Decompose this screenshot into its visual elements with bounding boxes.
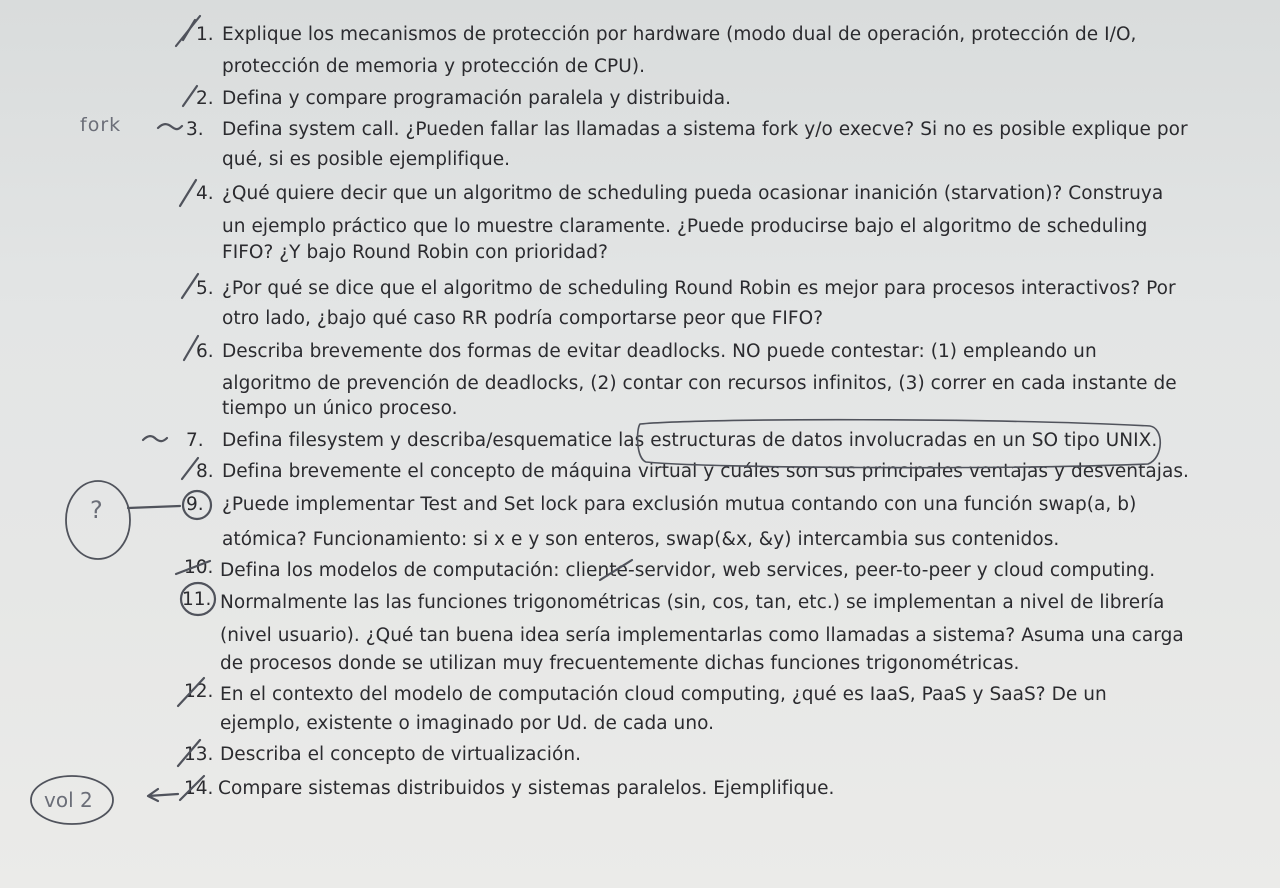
question-text: Describa el concepto de virtualización. [220, 744, 582, 765]
question-number: 8. [196, 461, 214, 482]
handwritten-note-question-mark: ? [90, 496, 103, 524]
question-number: 10. [184, 557, 214, 578]
question-text: protección de memoria y protección de CPU). [222, 56, 646, 77]
question-text: Defina filesystem y describa/esquematice las estructuras de datos involucradas en un SO tipo UNIX. [222, 430, 1158, 451]
question-text: ¿Puede implementar Test and Set lock para exclusión mutua contando con una función swap(a, b) [222, 494, 1137, 515]
question-text: de procesos donde se utilizan muy frecuentemente dichas funciones trigonométricas. [220, 653, 1020, 674]
question-text: qué, si es posible ejemplifique. [222, 149, 511, 170]
question-text: Defina system call. ¿Pueden fallar las llamadas a sistema fork y/o execve? Si no es posible explique por [222, 119, 1188, 140]
question-text: Defina los modelos de computación: cliente-servidor, web services, peer-to-peer y cloud computing. [220, 560, 1156, 581]
handwritten-note-fork: fork [80, 114, 122, 136]
question-number: 6. [196, 341, 214, 362]
question-text: un ejemplo práctico que lo muestre claramente. ¿Puede producirse bajo el algoritmo de scheduling [222, 216, 1148, 237]
question-text: Defina y compare programación paralela y distribuida. [222, 88, 732, 109]
question-number: 14. [184, 778, 214, 799]
question-text: Describa brevemente dos formas de evitar deadlocks. NO puede contestar: (1) empleando un [222, 341, 1097, 362]
question-text: Explique los mecanismos de protección por hardware (modo dual de operación, protección de I/O, [222, 24, 1137, 45]
question-text: FIFO? ¿Y bajo Round Robin con prioridad? [222, 242, 608, 263]
question-text: Defina brevemente el concepto de máquina virtual y cuáles son sus principales ventajas y desventajas. [222, 461, 1189, 482]
question-number: 11. [182, 589, 212, 610]
question-text: ejemplo, existente o imaginado por Ud. de cada uno. [220, 713, 715, 734]
question-number: 5. [196, 278, 214, 299]
question-text: En el contexto del modelo de computación cloud computing, ¿qué es IaaS, PaaS y SaaS? De un [220, 684, 1107, 705]
question-text: algoritmo de prevención de deadlocks, (2) contar con recursos infinitos, (3) correr en cada instante de [222, 373, 1177, 394]
question-number: 1. [196, 24, 214, 45]
question-number: 4. [196, 183, 214, 204]
question-text: otro lado, ¿bajo qué caso RR podría comportarse peor que FIFO? [222, 308, 824, 329]
question-text: ¿Qué quiere decir que un algoritmo de scheduling pueda ocasionar inanición (starvation)? Construya [222, 183, 1164, 204]
question-text: tiempo un único proceso. [222, 398, 458, 419]
question-number: 12. [184, 681, 214, 702]
question-number: 7. [186, 430, 204, 451]
question-text: Normalmente las las funciones trigonométricas (sin, cos, tan, etc.) se implementan a nivel de librería [220, 592, 1165, 613]
question-number: 13. [184, 744, 214, 765]
question-text: Compare sistemas distribuidos y sistemas paralelos. Ejemplifique. [218, 778, 835, 799]
question-number: 3. [186, 119, 204, 140]
question-number: 9. [186, 494, 204, 515]
question-number: 2. [196, 88, 214, 109]
handwritten-note-vol: vol 2 [44, 788, 93, 812]
question-text: ¿Por qué se dice que el algoritmo de scheduling Round Robin es mejor para procesos interactivos? Por [222, 278, 1176, 299]
question-text: atómica? Funcionamiento: si x e y son enteros, swap(&x, &y) intercambia sus contenidos. [222, 529, 1060, 550]
question-text: (nivel usuario). ¿Qué tan buena idea sería implementarlas como llamadas a sistema? Asuma una carga [220, 625, 1184, 646]
